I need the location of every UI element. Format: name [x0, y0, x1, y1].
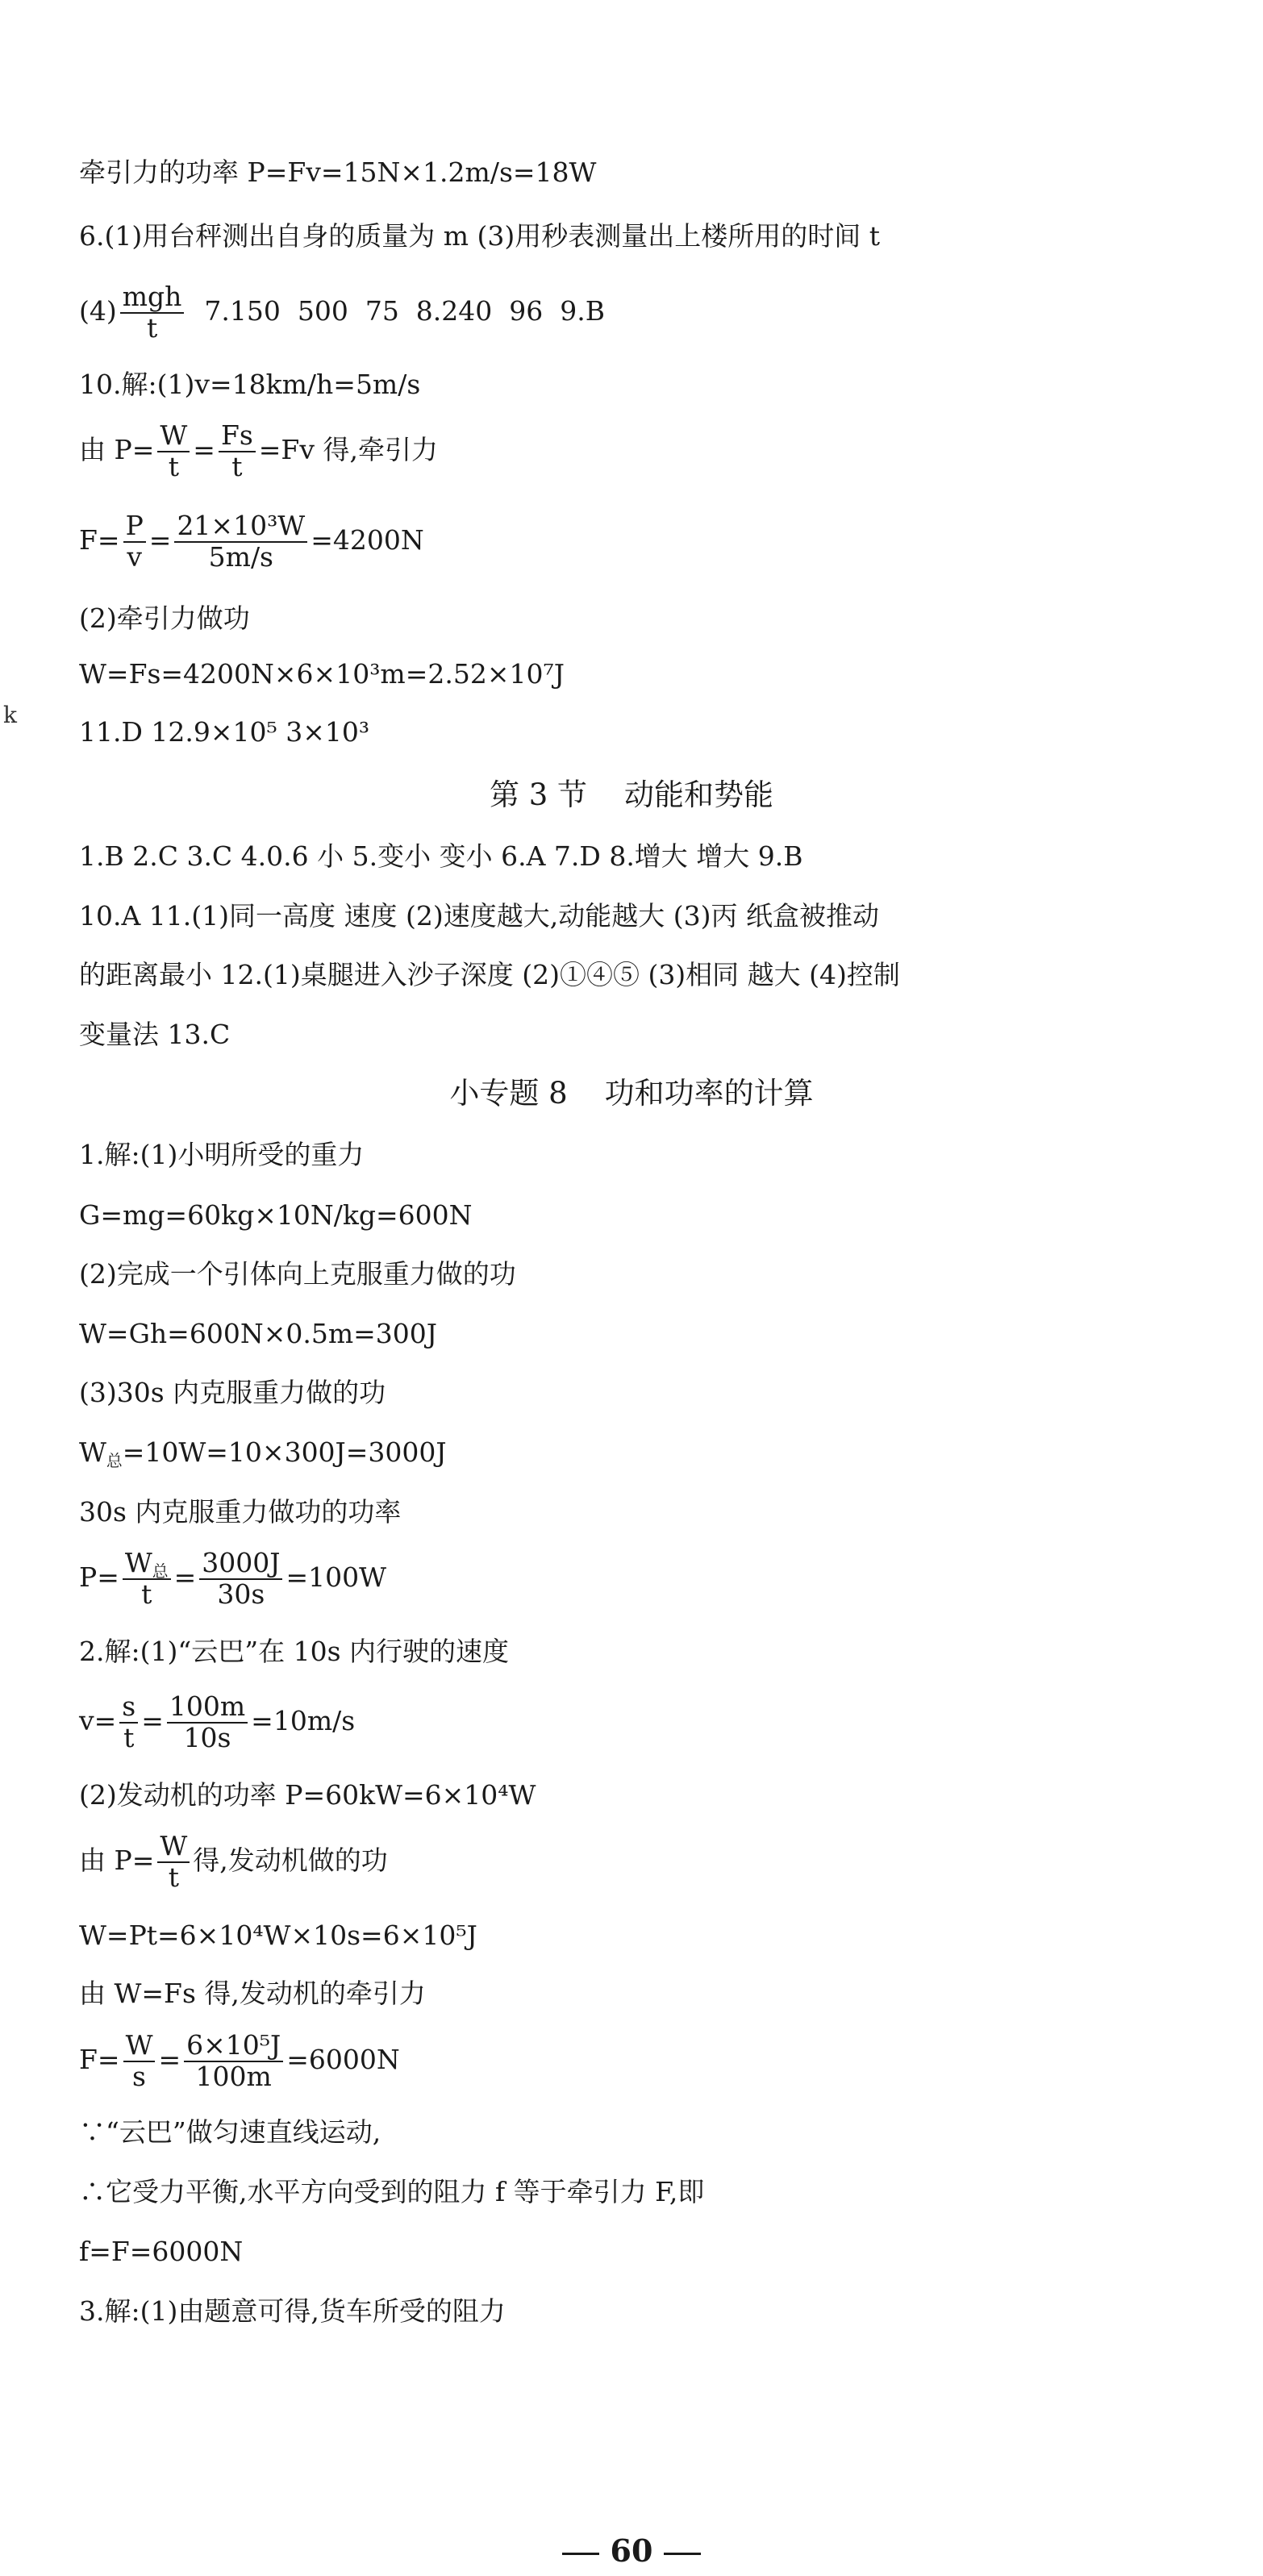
answer-line: 10.A 11.(1)同一高度 速度 (2)速度越大,动能越大 (3)丙 纸盒被推动 — [79, 900, 879, 932]
topic-heading — [0, 1076, 1263, 1111]
denominator: t — [231, 450, 243, 482]
text: W — [124, 1547, 152, 1578]
text: v= — [79, 1704, 117, 1736]
topic-number: 小专题 8 — [449, 1076, 568, 1111]
numerator: mgh — [120, 282, 185, 314]
formula-line — [79, 1692, 355, 1753]
denominator: 30s — [217, 1578, 265, 1610]
text: W — [79, 1436, 106, 1468]
fraction — [184, 2031, 283, 2092]
answer-line: W=Gh=600N×0.5m=300J — [79, 1318, 437, 1349]
numerator: 21×10³W — [174, 511, 307, 543]
text: 7.150 500 75 8.240 96 9.B — [187, 294, 605, 327]
denominator: 10s — [183, 1721, 231, 1753]
text: F= — [79, 523, 120, 556]
fraction — [123, 1549, 171, 1610]
answer-line: 1.解:(1)小明所受的重力 — [79, 1139, 365, 1170]
answer-line: 3.解:(1)由题意可得,货车所受的阻力 — [79, 2295, 506, 2327]
denominator: v — [127, 540, 142, 573]
text: 得,发动机做的功 — [193, 1844, 388, 1876]
page-number-text: 60 — [610, 2532, 653, 2569]
formula-line — [79, 421, 438, 482]
answer-line: 1.B 2.C 3.C 4.0.6 小 5.变小 变小 6.A 7.D 8.增大 增大 9.B — [79, 840, 803, 872]
formula-line — [79, 1549, 386, 1610]
text: 由 P= — [79, 433, 155, 465]
text: =10m/s — [251, 1704, 356, 1736]
answer-line: f=F=6000N — [79, 2236, 244, 2267]
fraction — [120, 282, 185, 344]
fraction — [219, 421, 256, 482]
answer-line: 6.(1)用台秤测出自身的质量为 m (3)用秒表测量出上楼所用的时间 t — [79, 220, 880, 252]
formula-line — [79, 1832, 388, 1893]
formula-line — [79, 511, 424, 573]
denominator: t — [168, 450, 179, 482]
text: F= — [79, 2043, 120, 2075]
answer-line: 2.解:(1)“云巴”在 10s 内行驶的速度 — [79, 1636, 509, 1667]
denominator: t — [146, 311, 158, 344]
numerator: 6×10⁵J — [184, 2031, 283, 2062]
text: = — [141, 1704, 164, 1736]
answer-line: 的距离最小 12.(1)桌腿进入沙子深度 (2)①④⑤ (3)相同 越大 (4)控制 — [79, 959, 900, 990]
denominator: t — [123, 1721, 135, 1753]
answer-line — [79, 282, 605, 344]
fraction — [199, 1549, 282, 1610]
answer-line: (2)牵引力做功 — [79, 602, 250, 634]
margin-mark: k — [3, 702, 17, 728]
answer-line — [79, 1436, 447, 1469]
dash-left — [562, 2553, 599, 2555]
text: = — [173, 1561, 197, 1593]
section-number: 第 3 节 — [489, 777, 588, 812]
numerator — [123, 1549, 171, 1580]
denominator: s — [132, 2060, 146, 2092]
fraction — [157, 1832, 190, 1893]
page-number — [0, 2532, 1263, 2569]
answer-line: W=Fs=4200N×6×10³m=2.52×10⁷J — [79, 658, 565, 690]
answer-line: 30s 内克服重力做功的功率 — [79, 1496, 402, 1528]
answer-line: 由 W=Fs 得,发动机的牵引力 — [79, 1978, 426, 2009]
subscript: 总 — [106, 1451, 123, 1470]
numerator: 3000J — [199, 1549, 282, 1580]
text: =4200N — [311, 523, 424, 556]
numerator: W — [157, 1832, 190, 1863]
text: (4) — [79, 294, 117, 327]
dash-right — [664, 2553, 701, 2555]
section-title: 动能和势能 — [624, 777, 774, 812]
numerator: P — [123, 511, 146, 543]
numerator: W — [123, 2031, 156, 2062]
formula-line — [79, 2031, 400, 2092]
text: =6000N — [286, 2043, 400, 2075]
section-heading — [0, 777, 1263, 813]
topic-title: 功和功率的计算 — [604, 1076, 814, 1111]
numerator: W — [157, 421, 190, 452]
numerator: Fs — [219, 421, 256, 452]
answer-line: ∵“云巴”做匀速直线运动, — [79, 2116, 381, 2148]
denominator: t — [141, 1578, 152, 1610]
denominator: 100m — [195, 2060, 272, 2092]
text: =10W=10×300J=3000J — [122, 1436, 447, 1468]
answer-line: ∴它受力平衡,水平方向受到的阻力 f 等于牵引力 F,即 — [79, 2176, 705, 2207]
numerator: 100m — [167, 1692, 248, 1724]
fraction — [157, 421, 190, 482]
answer-line: 牵引力的功率 P=Fv=15N×1.2m/s=18W — [79, 156, 597, 188]
text: =Fv 得,牵引力 — [258, 433, 438, 465]
fraction — [167, 1692, 248, 1753]
denominator: t — [168, 1861, 179, 1893]
numerator: s — [119, 1692, 138, 1724]
text: P= — [79, 1561, 119, 1593]
answer-line: 变量法 13.C — [79, 1019, 231, 1050]
answer-line: G=mg=60kg×10N/kg=600N — [79, 1199, 473, 1231]
answer-line: W=Pt=6×10⁴W×10s=6×10⁵J — [79, 1919, 477, 1951]
answer-line: 10.解:(1)v=18km/h=5m/s — [79, 369, 421, 400]
answer-line: 11.D 12.9×10⁵ 3×10³ — [79, 716, 370, 748]
fraction — [123, 2031, 156, 2092]
answer-line: (2)发动机的功率 P=60kW=6×10⁴W — [79, 1779, 536, 1811]
text: = — [193, 433, 215, 465]
fraction — [119, 1692, 138, 1753]
answer-line: (3)30s 内克服重力做的功 — [79, 1377, 386, 1408]
denominator: 5m/s — [208, 540, 273, 573]
fraction — [174, 511, 307, 573]
subscript: 总 — [152, 1561, 169, 1581]
fraction — [123, 511, 146, 573]
text: = — [158, 2043, 181, 2075]
text: =100W — [286, 1561, 387, 1593]
text: 由 P= — [79, 1844, 155, 1876]
answer-line: (2)完成一个引体向上克服重力做的功 — [79, 1258, 516, 1290]
text: = — [148, 523, 172, 556]
